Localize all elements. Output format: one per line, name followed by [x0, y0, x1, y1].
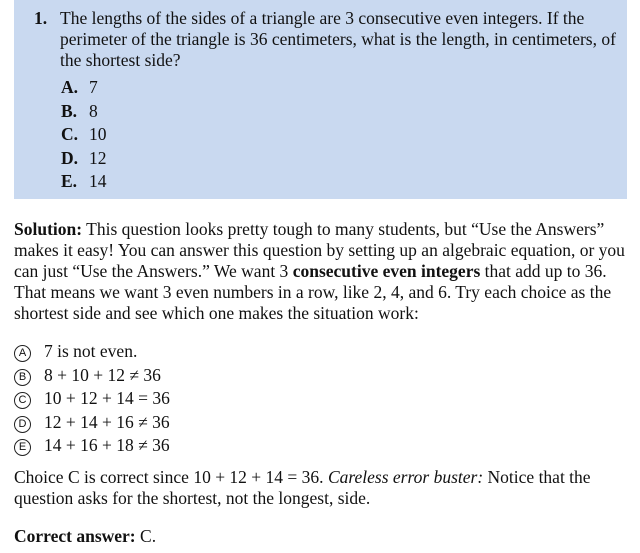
step-c: [14, 387, 170, 411]
choice-letter: D.: [61, 147, 79, 168]
choice-letter: E.: [61, 171, 78, 191]
circled-d-icon: D: [14, 416, 31, 433]
question-box: [14, 0, 627, 199]
circled-e-icon: E: [14, 439, 31, 456]
correct-answer-value: C.: [135, 526, 157, 546]
choice-letter: C.: [61, 124, 79, 144]
solution-steps: [14, 340, 170, 458]
step-a: [14, 340, 170, 364]
choice-letter: B.: [61, 100, 78, 121]
solution-bold-term: consecutive even integers: [292, 261, 481, 281]
choice-value: 8: [89, 100, 98, 121]
step-text: 7 is not even.: [44, 341, 138, 361]
choice-value: 12: [89, 147, 107, 168]
choice-c: [61, 123, 107, 147]
step-e: [14, 434, 170, 458]
conclusion-paragraph: [14, 467, 629, 509]
step-text: 8 + 10 + 12 ≠ 36: [44, 364, 161, 385]
solution-paragraph: [14, 219, 629, 324]
choice-e: [61, 170, 107, 194]
conclusion-text-part1: Choice C is correct since 10 + 12 + 14 = 36.: [14, 467, 328, 487]
choice-d: [61, 147, 107, 171]
step-text: 12 + 14 + 16 ≠ 36: [44, 411, 170, 432]
step-text: 14 + 16 + 18 ≠ 36: [44, 435, 170, 455]
choice-b: [61, 100, 107, 124]
question-text: The lengths of the sides of a triangle are 3 consecutive even integers. If the perimeter of the triangle is 36 centimeters, what is the length, in centimeters, of the shortest side?: [60, 8, 616, 70]
step-b: [14, 364, 170, 388]
choice-a: [61, 76, 107, 100]
circled-b-icon: B: [14, 369, 31, 386]
solution-text-part2: that add up to 36. That means we want 3 even numbers in a row, like 2, 4, and 6. Try each choice as the shortest side and see which one makes the situation work:: [14, 261, 612, 323]
solution-label: Solution:: [14, 219, 83, 239]
solution-text-part1: This question looks pretty tough to many students, but “Use the Answers” makes it easy! You can answer this question by setting up an algebraic equation, or you can just “Use the Answers.” We want 3: [14, 219, 625, 281]
choice-value: 14: [89, 171, 107, 191]
step-text: 10 + 12 + 14 = 36: [44, 388, 170, 408]
conclusion-text-part2: Notice that the question asks for the shortest, not the longest, side.: [14, 467, 591, 508]
correct-answer: [14, 526, 156, 547]
choice-letter: A.: [61, 77, 79, 97]
question-number: 1.: [34, 8, 48, 28]
choice-value: 7: [89, 77, 98, 97]
answer-choices: [61, 76, 107, 194]
careless-error-buster-label: Careless error buster:: [327, 467, 484, 487]
step-d: [14, 411, 170, 435]
choice-value: 10: [89, 124, 107, 144]
correct-answer-label: Correct answer:: [14, 526, 136, 546]
circled-c-icon: C: [14, 392, 31, 409]
circled-a-icon: A: [14, 345, 31, 362]
